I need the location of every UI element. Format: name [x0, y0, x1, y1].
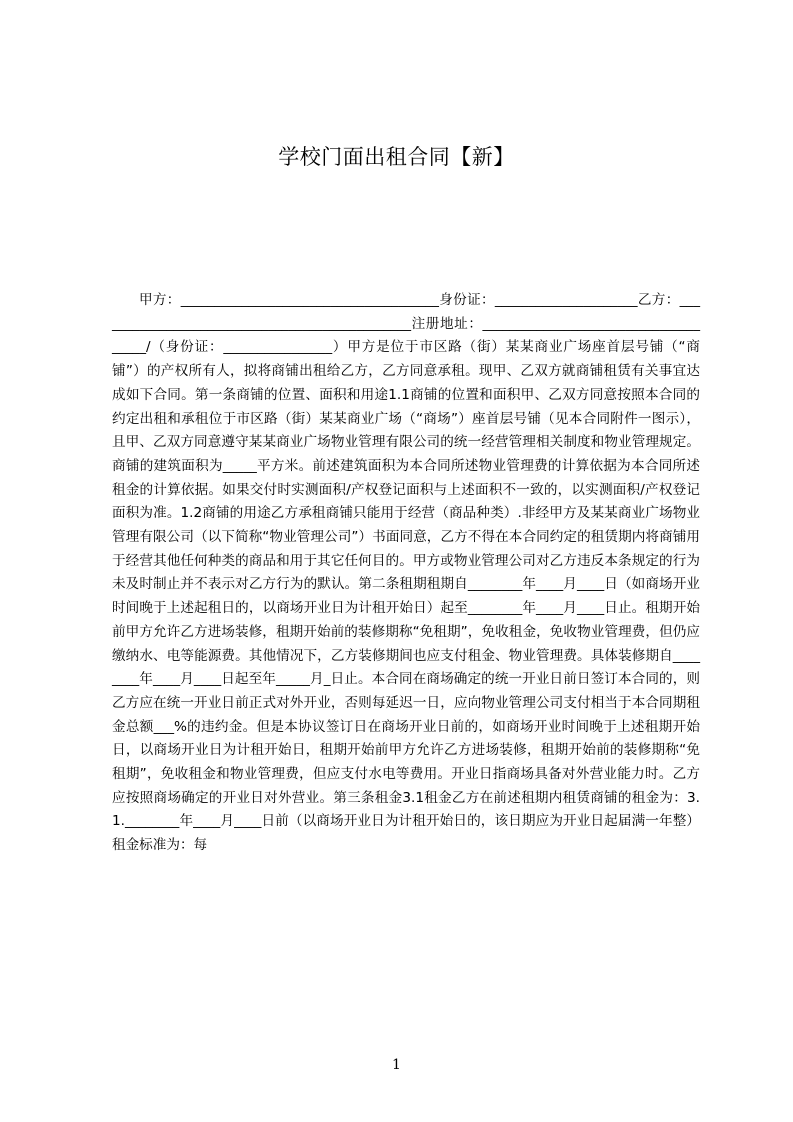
page-number: 1 [392, 1057, 401, 1073]
document-title: 学校门面出租合同【新】 [278, 145, 515, 169]
contract-body-text: 甲方：______________________________________身份证：_____________________乙方：_______________________________________________注册地址：_____________________________________/（身份证：________________）甲方是位于市区路（街）某某商业广场座首层号铺（“商铺”）的产权所有人，拟将商铺出租给乙方，乙方同意承租。现甲、乙双方就商铺租赁有关事宜达成如下合同。第一条商铺的位置、面积和用途1.1商铺的位置和面积甲、乙双方同意按照本合同的约定出租和承租位于市区路（街）某某商业广场（“商场”）座首层号铺（见本合同附件一图示），且甲、乙双方同意遵守某某商业广场物业管理有限公司的统一经营管理相关制度和物业管理规定。商铺的建筑面积为_____平方米。前述建筑面积为本合同所述物业管理费的计算依据为本合同所述租金的计算依据。如果交付时实测面积/产权登记面积与上述面积不一致的，以实测面积/产权登记面积为准。1.2商铺的用途乙方承租商铺只能用于经营（商品种类）.非经甲方及某某商业广场物业管理有限公司（以下简称“物业管理公司”）书面同意，乙方不得在本合同约定的租赁期内将商铺用于经营其他任何种类的商品和用于其它任何目的。甲方或物业管理公司对乙方违反本条规定的行为未及时制止并不表示对乙方行为的默认。第二条租期租期自________年____月____日（如商场开业时间晚于上述起租日的，以商场开业日为计租开始日）起至________年____月____日止。租期开始前甲方允许乙方进场装修，租期开始前的装修期称“免租期”，免收租金，免收物业管理费，但仍应缴纳水、电等能源费。其他情况下，乙方装修期间也应支付租金、物业管理费。具体装修期自________年____月____日起至年_____月_日止。本合同在商场确定的统一开业日前日签订本合同的，则乙方应在统一开业日前正式对外开业，否则每延迟一日，应向物业管理公司支付相当于本合同期租金总额___%的违约金。但是本协议签订日在商场开业日前的，如商场开业时间晚于上述租期开始日，以商场开业日为计租开始日，租期开始前甲方允许乙方进场装修，租期开始前的装修期称“免租期”，免收租金和物业管理费，但应支付水电等费用。开业日指商场具备对外营业能力时。乙方应按照商场确定的开业日对外营业。第三条租金3.1租金乙方在前述租期内租赁商铺的租金为：3.1.________年____月____日前（以商场开业日为计租开始日的，该日期应为开业日起届满一年整）租金标准为：每 [112, 292, 700, 854]
